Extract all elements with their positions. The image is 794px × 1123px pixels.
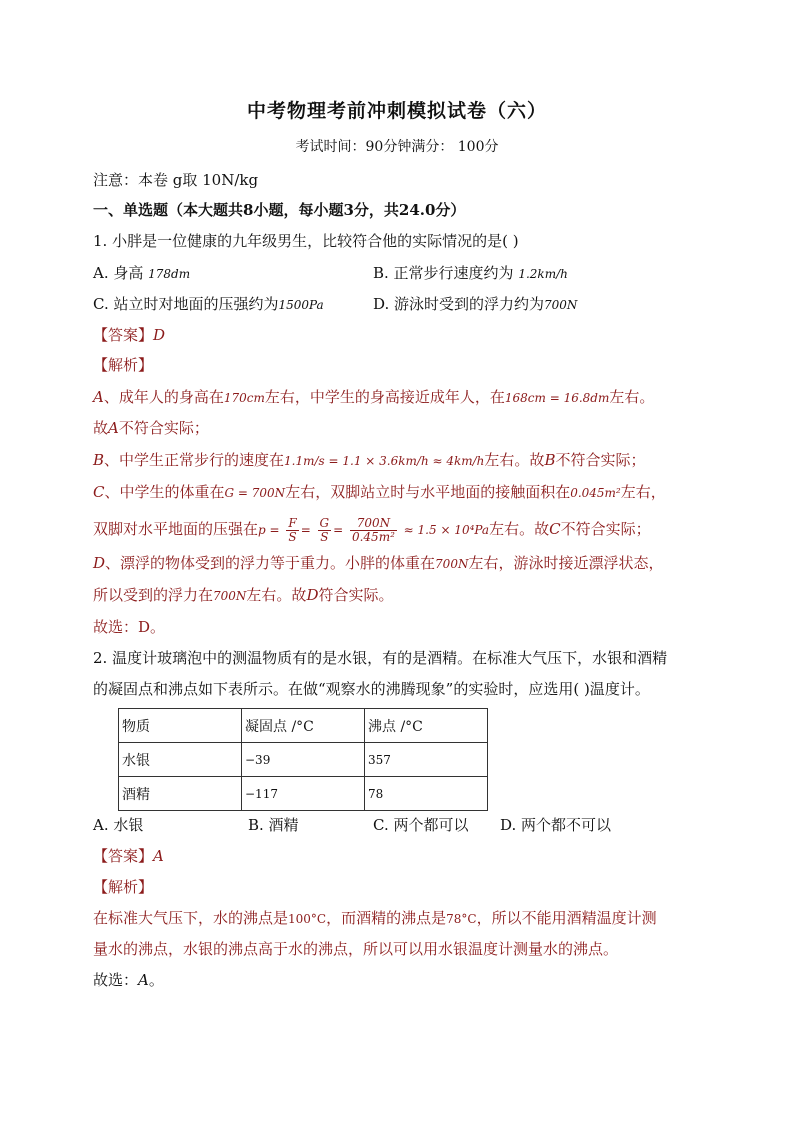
q1-analysis-a: A、成年人的身高在170cm左右，中学生的身高接近成年人，在168cm = 16.8dm左右。	[93, 388, 655, 406]
q1-analysis-tag: 【解析】	[93, 356, 154, 374]
fraction-700n-over-area: $\frac{700N}{\text{0.45m²}}$	[351, 515, 395, 544]
q2-option-b: B. 酒精	[248, 816, 299, 834]
q1-analysis-d2: 所以受到的浮力在700N左右。故D符合实际。	[93, 586, 394, 604]
table-header: 物质	[119, 709, 242, 743]
q2-analysis-line1: 在标准大气压下，水的沸点是100°C，而酒精的沸点是78°C，所以不能用酒精温度计测	[93, 909, 657, 927]
table-cell: 酒精	[119, 777, 242, 811]
q2-stem-line2: 的凝固点和沸点如下表所示。在做“观察水的沸腾现象”的实验时，应选用( )温度计。	[93, 680, 650, 698]
table-row	[119, 777, 488, 811]
page-title: 中考物理考前冲刺模拟试卷（六）	[246, 100, 547, 122]
q2-answer: 【答案】A	[93, 847, 164, 865]
q1-answer: 【答案】D	[93, 326, 166, 344]
q1-analysis-c: C、中学生的体重在G = 700N左右，双脚站立时与水平地面的接触面积在0.045m²左右，	[93, 483, 666, 501]
table-cell: 357	[365, 743, 488, 777]
fraction-f-over-s: $\frac{F}{S}$	[288, 515, 297, 544]
table-header: 凝固点 /°C	[242, 709, 365, 743]
q2-choice: 故选：A。	[93, 971, 164, 989]
q1-stem: 1. 小胖是一位健康的九年级男生，比较符合他的实际情况的是( )	[93, 232, 519, 250]
q1-option-d: D. 游泳时受到的浮力约为700N	[373, 295, 578, 313]
q1-analysis-b: B、中学生正常步行的速度在1.1m/s = 1.1 × 3.6km/h ≈ 4km/h左右。故B不符合实际；	[93, 451, 646, 469]
q1-analysis-d: D、漂浮的物体受到的浮力等于重力。小胖的体重在700N左右，游泳时接近漂浮状态，	[93, 554, 664, 572]
q1-option-a: A. 身高 178dm	[93, 264, 191, 282]
note: 注意：本卷 g取 10N/kg	[93, 171, 259, 189]
table-cell: 水银	[119, 743, 242, 777]
q2-analysis-line2: 量水的沸点，水银的沸点高于水的沸点，所以可以用水银温度计测量水的沸点。	[93, 940, 619, 958]
table-header-row	[119, 709, 488, 743]
q2-option-d: D. 两个都不可以	[500, 816, 612, 834]
fraction-g-over-s: $\frac{G}{S}$	[319, 515, 330, 544]
q1-analysis-c2: 双脚对水平地面的压强在p = $\frac{F}{S}$ = $\frac{G}{S}$ = $\frac{700N}{\text{0.45m²}}$ ≈ 1.5 × 10⁴Pa左右。故C不符合实际；	[93, 515, 651, 544]
q1-choice: 故选：D。	[93, 618, 166, 636]
section-heading: 一、单选题（本大题共8小题，每小题3分，共24.0分）	[93, 201, 466, 219]
q1-option-b: B. 正常步行速度约为 1.2km/h	[373, 264, 568, 282]
table-cell: −117	[242, 777, 365, 811]
data-table	[118, 708, 488, 811]
exam-info: 考试时间：90分钟满分： 100分	[295, 139, 499, 155]
q2-option-c: C. 两个都可以	[373, 816, 469, 834]
q2-stem-line1: 2. 温度计玻璃泡中的测温物质有的是水银，有的是酒精。在标准大气压下，水银和酒精	[93, 649, 668, 667]
q1-option-c: C. 站立时对地面的压强约为1500Pa	[93, 295, 324, 313]
table-cell: −39	[242, 743, 365, 777]
q2-analysis-tag: 【解析】	[93, 878, 154, 896]
q1-analysis-a2: 故A不符合实际；	[93, 419, 209, 437]
q2-option-a: A. 水银	[93, 816, 144, 834]
table-cell: 78	[365, 777, 488, 811]
table-row	[119, 743, 488, 777]
table-header: 沸点 /°C	[365, 709, 488, 743]
